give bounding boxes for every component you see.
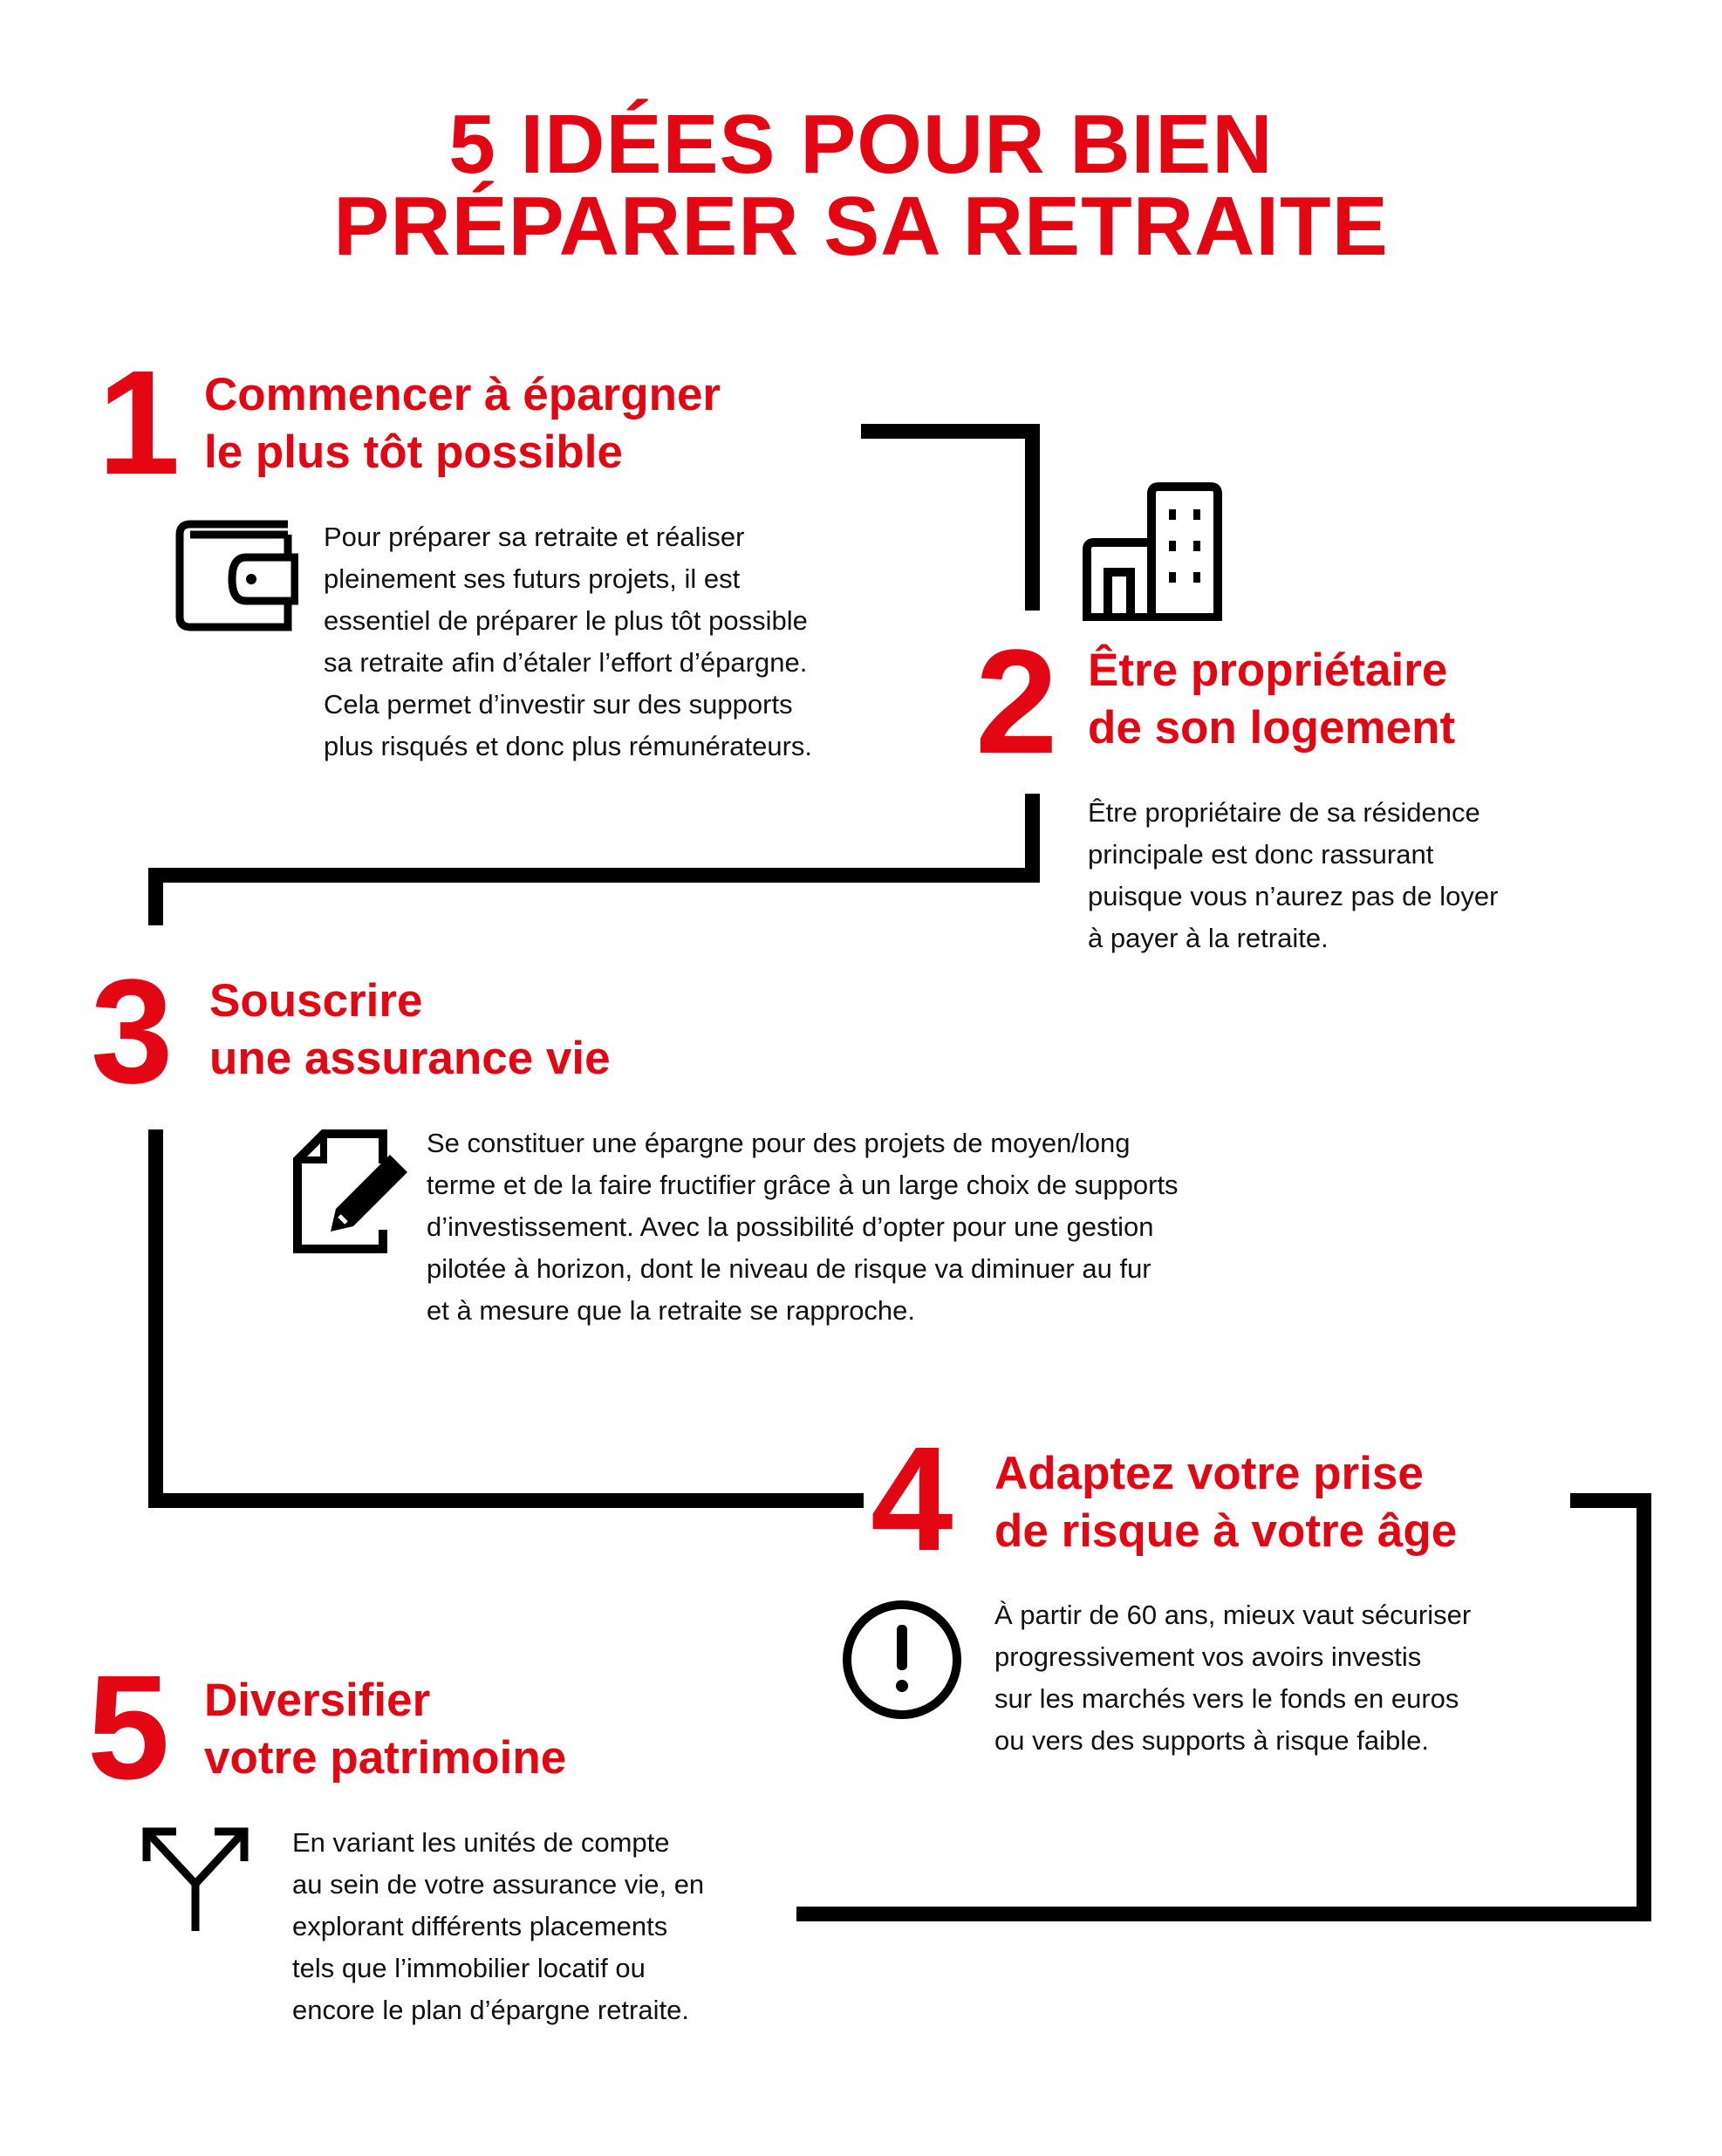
step-3-body	[427, 1122, 1179, 1332]
step-4-heading	[994, 1445, 1457, 1560]
body-line: encore le plan d’épargne retraite.	[292, 1995, 689, 2025]
heading-line: le plus tôt possible	[204, 426, 624, 478]
body-line: Cela permet d’investir sur des supports	[324, 689, 793, 720]
body-line: Être propriétaire de sa résidence	[1088, 797, 1480, 828]
body-line: et à mesure que la retraite se rapproche.	[427, 1295, 916, 1326]
building-icon	[1082, 481, 1223, 621]
heading-line: de risque à votre âge	[994, 1505, 1458, 1557]
body-line: progressivement vos avoirs investis	[994, 1641, 1422, 1672]
body-line: essentiel de préparer le plus tôt possible	[324, 605, 808, 636]
body-line: sur les marchés vers le fonds en euros	[994, 1683, 1459, 1714]
body-line: ou vers des supports à risque faible.	[994, 1725, 1429, 1756]
step-3-number: 3	[91, 949, 174, 1115]
heading-line: Diversifier	[204, 1675, 431, 1726]
body-line: En variant les unités de compte	[292, 1827, 670, 1858]
title-line-1: 5 IDÉES POUR BIEN	[448, 98, 1274, 191]
heading-line: une assurance vie	[209, 1033, 611, 1084]
heading-line: Adaptez votre prise	[994, 1448, 1424, 1499]
step-3-heading	[209, 972, 611, 1088]
body-line: tels que l’immobilier locatif ou	[292, 1953, 646, 1983]
exclamation-icon	[841, 1599, 963, 1721]
step-5-number: 5	[87, 1645, 170, 1811]
step-2-heading	[1088, 642, 1455, 757]
body-line: Se constituer une épargne pour des projets de moyen/long	[427, 1128, 1131, 1158]
step-1-body	[324, 516, 812, 768]
body-line: d’investissement. Avec la possibilité d’opter pour une gestion	[427, 1211, 1154, 1242]
heading-line: votre patrimoine	[204, 1732, 567, 1784]
body-line: à payer à la retraite.	[1088, 923, 1329, 953]
step-2-body	[1088, 792, 1498, 959]
heading-line: de son logement	[1088, 702, 1456, 754]
heading-line: Commencer à épargner	[204, 369, 721, 420]
body-line: Pour préparer sa retraite et réaliser	[324, 522, 745, 552]
step-4-number: 4	[871, 1416, 953, 1582]
body-line: explorant différents placements	[292, 1911, 668, 1941]
step-4-body	[994, 1594, 1471, 1762]
step-1-number: 1	[98, 340, 181, 506]
heading-line: Souscrire	[209, 975, 423, 1027]
step-2-number: 2	[975, 619, 1058, 785]
body-line: sa retraite afin d’étaler l’effort d’épargne.	[324, 647, 808, 678]
step-5-body	[292, 1822, 704, 2031]
document-edit-icon	[292, 1129, 411, 1254]
body-line: pleinement ses futurs projets, il est	[324, 563, 741, 594]
body-line: principale est donc rassurant	[1088, 839, 1434, 870]
body-line: À partir de 60 ans, mieux vaut sécuriser	[994, 1600, 1472, 1630]
title-line-2: PRÉPARER SA RETRAITE	[333, 180, 1389, 273]
step-1-heading	[204, 366, 721, 481]
split-arrows-icon	[141, 1826, 249, 1933]
body-line: plus risqués et donc plus rémunérateurs.	[324, 731, 813, 761]
body-line: terme et de la faire fructifier grâce à un large choix de supports	[427, 1170, 1179, 1200]
body-line: pilotée à horizon, dont le niveau de risque va diminuer au fur	[427, 1253, 1151, 1284]
wallet-icon	[174, 517, 298, 632]
heading-line: Être propriétaire	[1088, 645, 1448, 696]
body-line: puisque vous n’aurez pas de loyer	[1088, 881, 1499, 911]
body-line: au sein de votre assurance vie, en	[292, 1869, 705, 1900]
step-5-heading	[204, 1672, 566, 1787]
